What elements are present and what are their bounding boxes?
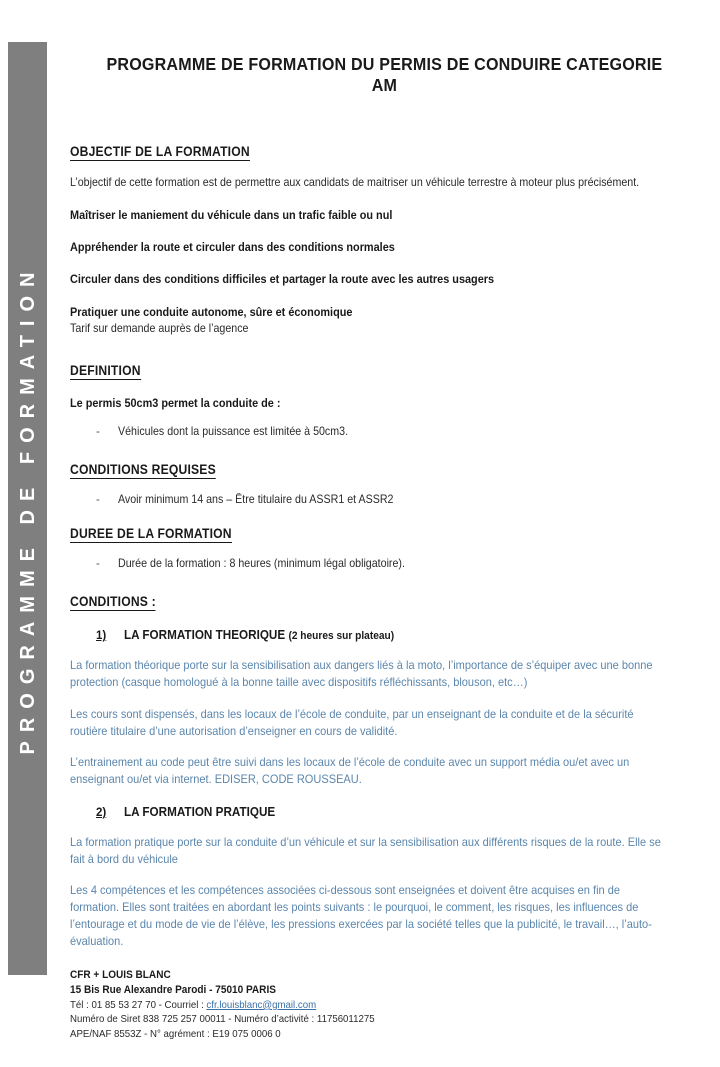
- list-item: [70, 556, 708, 571]
- numbered-marker-1: 1): [96, 630, 107, 643]
- footer-phone-text: Tél : 01 85 53 27 70 - Courriel :: [70, 999, 207, 1011]
- section-heading-conditions: CONDITIONS :: [70, 594, 156, 610]
- numbered-marker-2: 2): [96, 806, 107, 819]
- objectif-point-3: Circuler dans des conditions difficiles et partager la route avec les autres usagers: [70, 272, 495, 287]
- section-objectif: [70, 143, 708, 336]
- numbered-heading-2: [70, 804, 708, 819]
- theorique-paragraph-2: Les cours sont dispensés, dans les locaux de l’école de conduite, par un enseignant de la conduite et de la sécurité routière titulaire d’une autorisation d’enseigner en cours de validité.: [70, 706, 634, 738]
- numbered-title-2: [124, 804, 275, 819]
- list-item: [70, 424, 708, 439]
- document-content: [70, 42, 708, 949]
- vertical-sidebar-banner: [8, 42, 47, 975]
- page-title: PROGRAMME DE FORMATION DU PERMIS DE CONDUIRE CATEGORIE AM: [106, 54, 663, 95]
- dash-bullet-icon: -: [96, 493, 100, 507]
- list-item: [70, 492, 708, 507]
- section-conditions: [70, 593, 708, 949]
- section-duree: [70, 525, 708, 571]
- section-definition: [70, 362, 708, 439]
- footer-email-link[interactable]: cfr.louisblanc@gmail.com: [206, 999, 317, 1011]
- dash-bullet-icon: -: [96, 425, 100, 439]
- objectif-point-4: Pratiquer une conduite autonome, sûre et économique: [70, 304, 353, 319]
- footer-phone-line: [70, 999, 554, 1014]
- numbered-title-1-paren: (2 heures sur plateau): [288, 630, 395, 643]
- pratique-paragraph-2: Les 4 compétences et les compétences associées ci-dessous sont enseignées et doivent être acquises en fin de formation. Elles sont traitées en abordant les points suivants : le pourquoi, le comment, les risques, les influences de l’entourage et du mode de vie de l’élève, les pressions exercées par la société telles que la publicité, le travail…, l’auto-évaluation.: [70, 883, 652, 948]
- footer-address: 15 Bis Rue Alexandre Parodi - 75010 PARIS: [70, 984, 276, 997]
- section-heading-duree: DUREE DE LA FORMATION: [70, 526, 232, 542]
- definition-lead: Le permis 50cm3 permet la conduite de :: [70, 395, 281, 410]
- definition-item-1: Véhicules dont la puissance est limitée à 50cm3.: [118, 425, 349, 439]
- section-heading-objectif: OBJECTIF DE LA FORMATION: [70, 144, 250, 159]
- numbered-title-1-text: LA FORMATION THEORIQUE: [124, 627, 289, 643]
- numbered-title-1: [124, 627, 394, 642]
- pratique-paragraph-1: La formation pratique porte sur la conduite d’un véhicule et sur la sensibilisation aux différents risques de la route. Elle se fait à bord du véhicule: [70, 834, 661, 866]
- footer-ape: APE/NAF 8553Z - N° agrément : E19 075 0006 0: [70, 1029, 281, 1041]
- theorique-paragraph-1: La formation théorique porte sur la sensibilisation aux dangers liés à la moto, l’importance de s’équiper avec une bonne protection (casque homologué à la bonne taille avec dispositifs réfléchissants, blouson, etc…): [70, 658, 653, 690]
- objectif-point-1: Maîtriser le maniement du véhicule dans un trafic faible ou nul: [70, 207, 393, 222]
- numbered-heading-1: [70, 627, 708, 642]
- objectif-point-2: Appréhender la route et circuler dans des conditions normales: [70, 239, 395, 254]
- footer-company-name: CFR + LOUIS BLANC: [70, 969, 171, 981]
- section-heading-definition: DEFINITION: [70, 362, 141, 378]
- section-conditions-requises: [70, 461, 708, 507]
- footer-siret: Numéro de Siret 838 725 257 00011 - Numéro d’activité : 11756011275: [70, 1014, 375, 1026]
- dash-bullet-icon: -: [96, 557, 100, 571]
- duree-item-1: Durée de la formation : 8 heures (minimum légal obligatoire).: [118, 557, 405, 571]
- objectif-intro: L’objectif de cette formation est de permettre aux candidats de maitriser un véhicule terrestre à moteur plus précisément.: [70, 176, 640, 189]
- conditions-requises-item-1: Avoir minimum 14 ans – Être titulaire du ASSR1 et ASSR2: [118, 493, 394, 507]
- theorique-paragraph-3: L’entrainement au code peut être suivi dans les locaux de l’école de conduite avec un support média ou/et avec un enseignant ou/et via internet. EDISER, CODE ROUSSEAU.: [70, 755, 630, 787]
- numbered-title-2-text: LA FORMATION PRATIQUE: [124, 803, 276, 819]
- objectif-tarif: Tarif sur demande auprès de l’agence: [70, 321, 249, 335]
- sidebar-title-vertical: PROGRAMME DE FORMATION: [16, 263, 39, 754]
- footer-contact-block: [70, 968, 590, 1043]
- section-heading-conditions-requises: CONDITIONS REQUISES: [70, 462, 216, 478]
